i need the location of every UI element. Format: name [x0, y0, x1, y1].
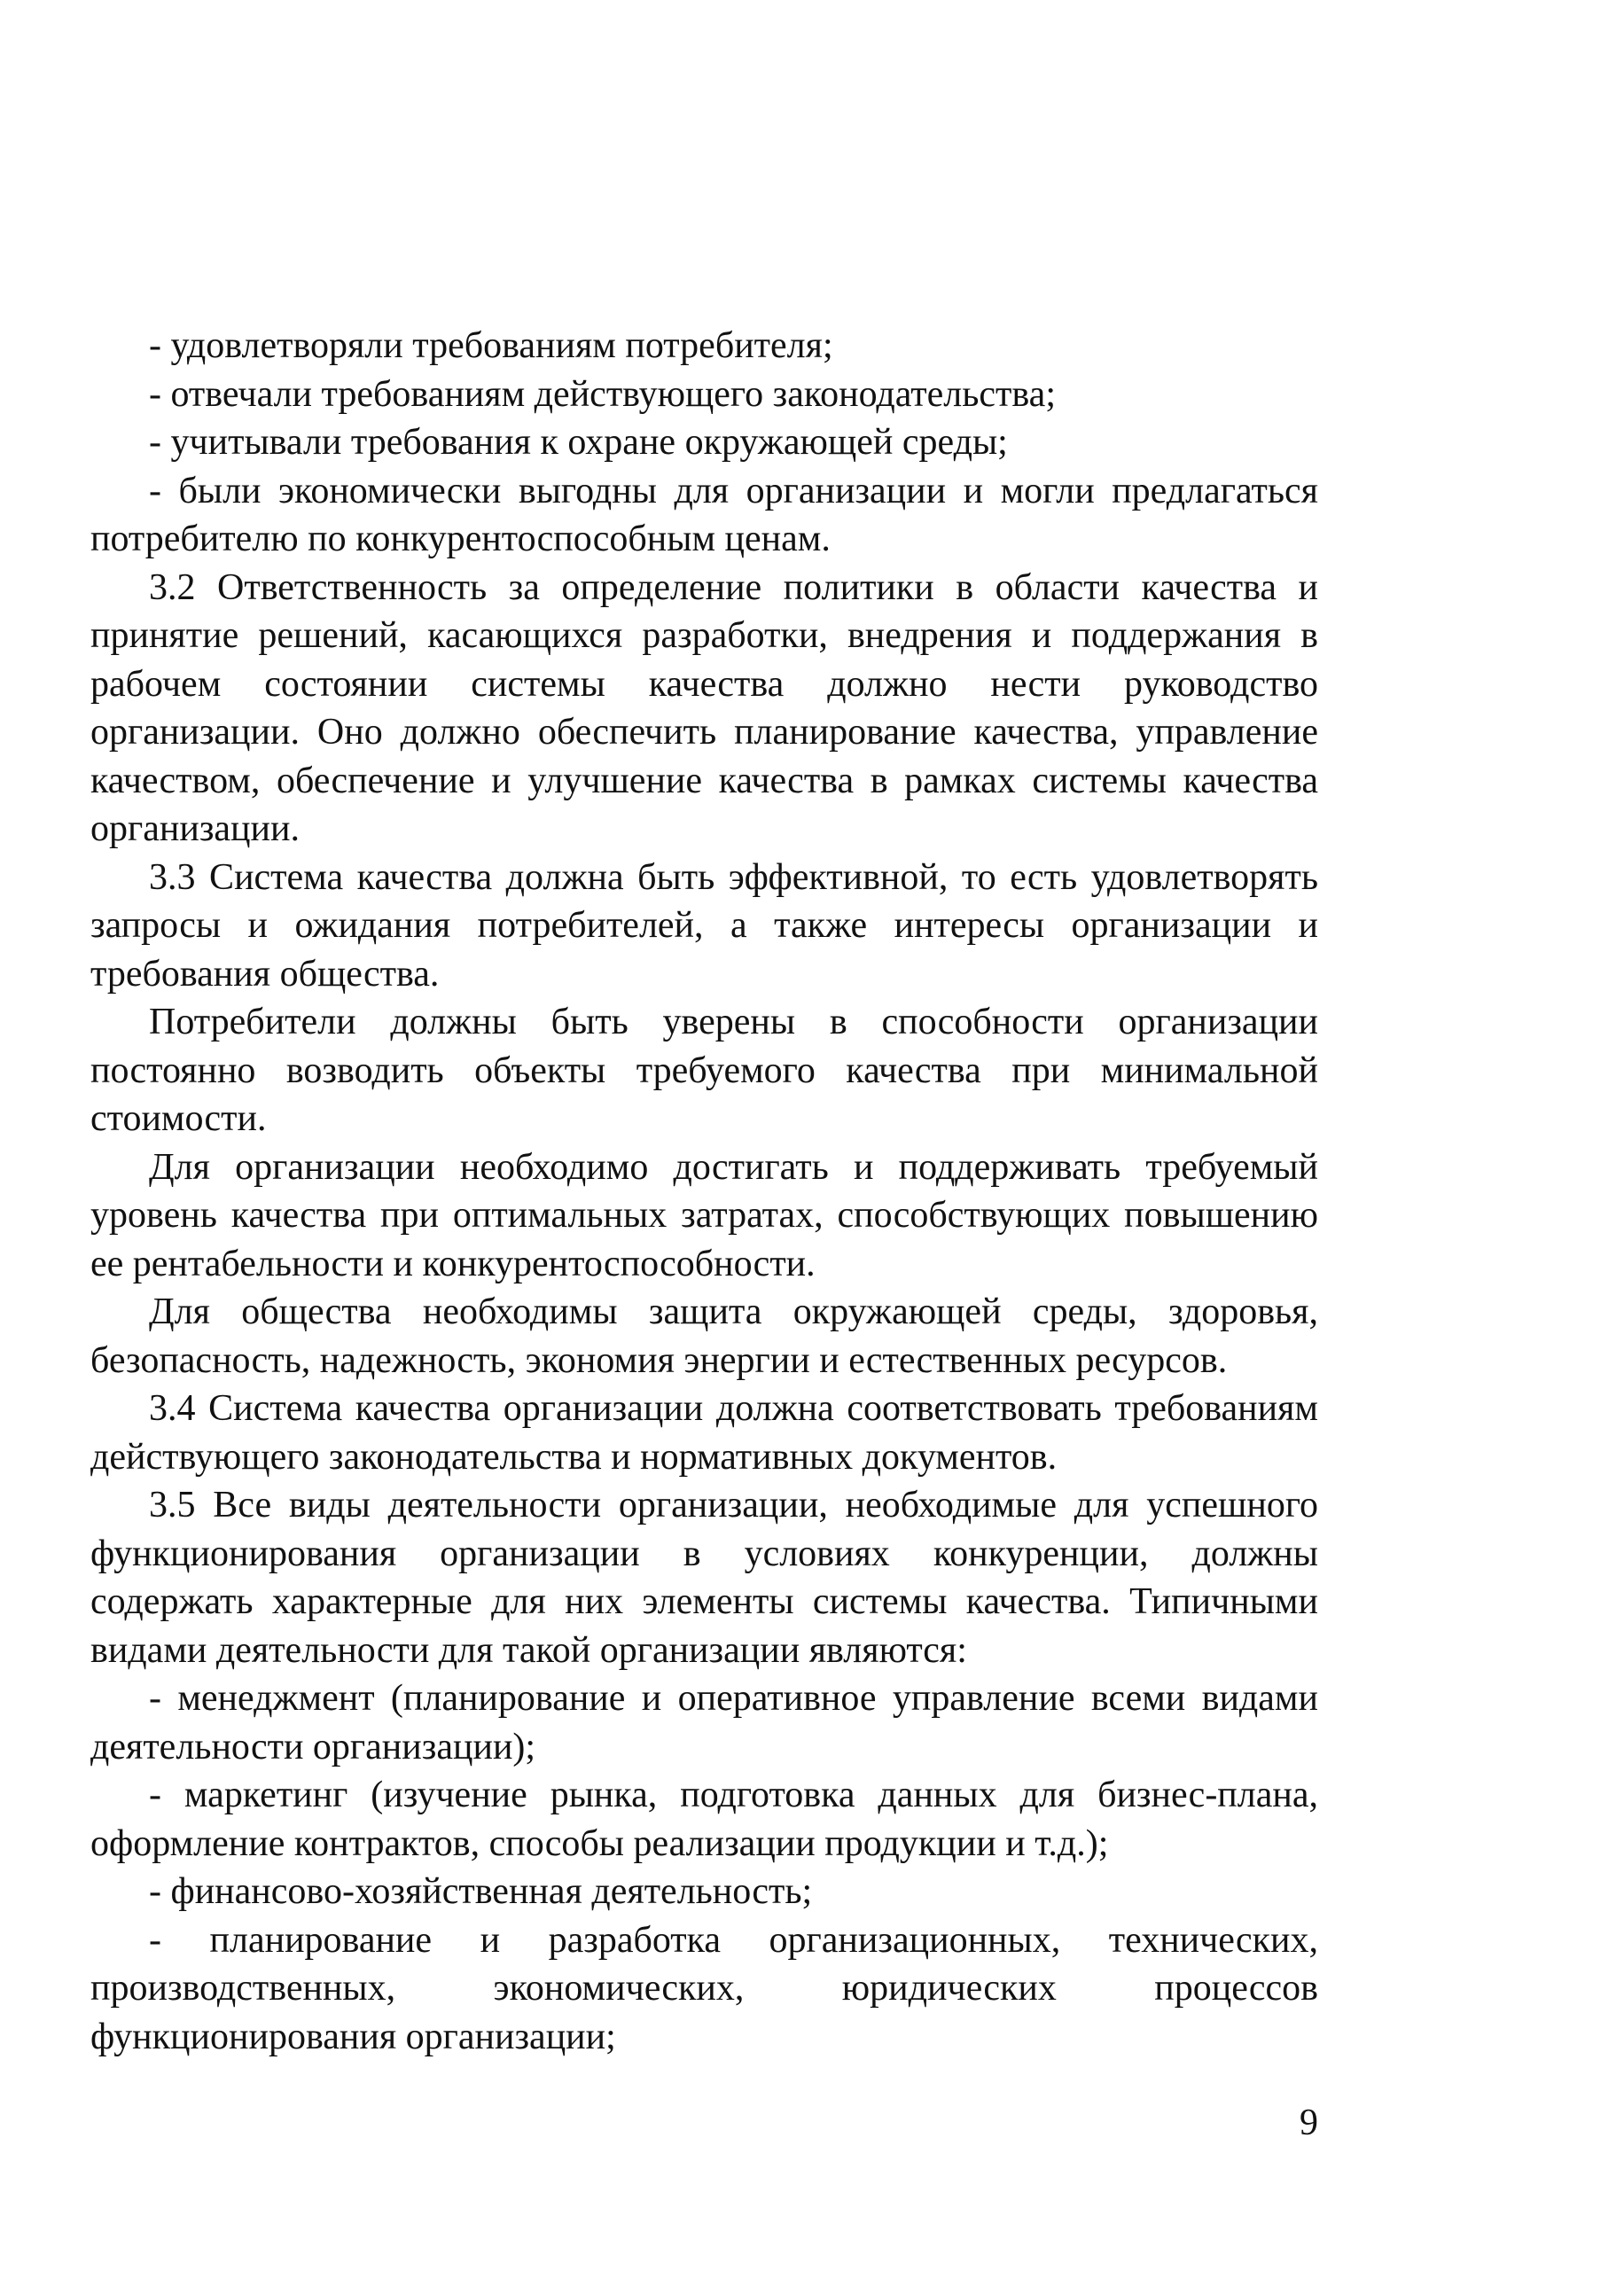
- paragraph-society: Для общества необходимы защита окружающей среды, здоровья, безопасность, надежность, экономия энергии и естественных ресурсов.: [90, 1291, 1318, 1381]
- list-item-legislation-requirements: - отвечали требованиям действующего законодательства;: [149, 373, 1056, 415]
- clause-3-3: 3.3 Система качества должна быть эффективной, то есть удовлетворять запросы и ожидания потребителей, а также интересы организации и требования общества.: [90, 856, 1318, 995]
- clause-3-4: 3.4 Система качества организации должна соответствовать требованиям действующего законодательства и нормативных документов.: [90, 1388, 1318, 1478]
- list-item-economic-benefit: - были экономически выгодны для организации и могли предлагаться потребителю по конкурентоспособным ценам.: [90, 470, 1318, 559]
- list-item-management: - менеджмент (планирование и оперативное управление всеми видами деятельности организации);: [90, 1678, 1318, 1767]
- page-number: 9: [1300, 2103, 1318, 2143]
- list-item-finance: - финансово-хозяйственная деятельность;: [149, 1871, 813, 1912]
- list-item-consumer-requirements: - удовлетворяли требованиям потребителя;: [149, 325, 833, 366]
- page-body-text: [90, 322, 1318, 2061]
- paragraph-consumers: Потребители должны быть уверены в способности организации постоянно возводить объекты требуемого качества при минимальной стоимости.: [90, 1002, 1318, 1139]
- list-item-environment-requirements: - учитывали требования к охране окружающей среды;: [149, 422, 1008, 463]
- clause-3-2: 3.2 Ответственность за определение политики в области качества и принятие решений, касающихся разработки, внедрения и поддержания в рабочем состоянии системы качества должно нести руководство организации. Оно должно обеспечить планирование качества, управление качеством, обеспечение и улучшение качества в рамках системы качества организации.: [90, 566, 1318, 849]
- clause-3-5: 3.5 Все виды деятельности организации, необходимые для успешного функционирования организации в условиях конкуренции, должны содержать характерные для них элементы системы качества. Типичными видами деятельности для такой организации являются:: [90, 1485, 1318, 1671]
- list-item-planning: - планирование и разработка организационных, технических, производственных, экономических, юридических процессов функционирования организации;: [90, 1919, 1318, 2057]
- list-item-marketing: - маркетинг (изучение рынка, подготовка данных для бизнес-плана, оформление контрактов, способы реализации продукции и т.д.);: [90, 1775, 1318, 1864]
- paragraph-organization: Для организации необходимо достигать и поддерживать требуемый уровень качества при оптимальных затратах, способствующих повышению ее рентабельности и конкурентоспособности.: [90, 1146, 1318, 1284]
